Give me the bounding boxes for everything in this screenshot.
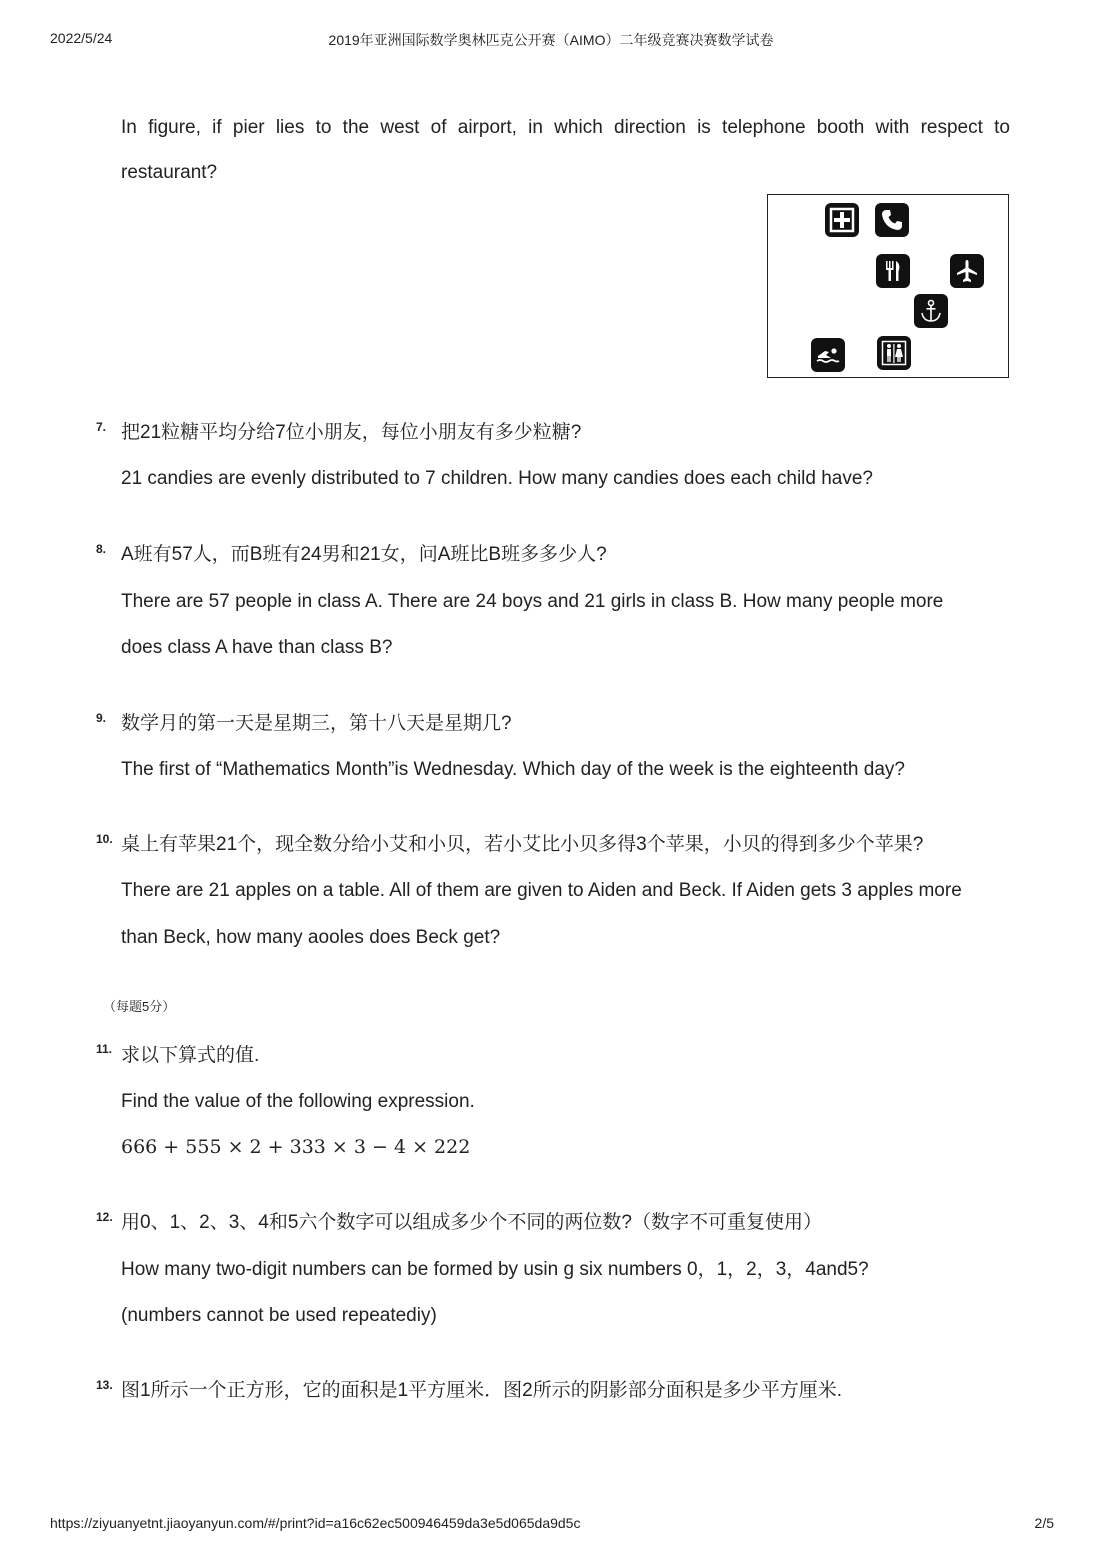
print-date: 2022/5/24	[50, 30, 113, 46]
telephone-icon	[875, 203, 909, 237]
page-url: https://ziyuanyetnt.jiaoyanyun.com/#/print?id=a16c62ec500946459da3e5d065da9d5c	[50, 1515, 581, 1531]
question-text-zh: 求以下算式的值.	[121, 1045, 260, 1066]
question-text-zh: 图1所示一个正方形，它的面积是1平方厘米．图2所示的阴影部分面积是多少平方厘米.	[121, 1380, 842, 1401]
q6-text-line2: restaurant?	[121, 162, 218, 183]
pier-anchor-icon	[914, 294, 948, 328]
page-number: 2/5	[1034, 1515, 1054, 1531]
question-number: 9.	[96, 711, 107, 725]
question-text-zh: 用0、1、2、3、4和5六个数字可以组成多少个不同的两位数?（数字不可重复使用）	[121, 1212, 822, 1233]
question-text-zh: A班有57人，而B班有24男和21女，问A班比B班多多少人?	[121, 544, 607, 565]
question-text-en: Find the value of the following expression.	[121, 1091, 475, 1112]
question-number: 12.	[96, 1210, 113, 1224]
section-score-note: （每题5分）	[103, 999, 176, 1014]
question-text-zh: 把21粒糖平均分给7位小朋友，每位小朋友有多少粒糖?	[121, 422, 582, 443]
map-figure	[767, 194, 1009, 378]
question-text-zh: 数学月的第一天是星期三，第十八天是星期几?	[121, 713, 512, 734]
question-text-en: There are 57 people in class A. There are 24 boys and 21 girls in class B. How many people more	[121, 591, 944, 612]
question-text-zh: 桌上有苹果21个，现全数分给小艾和小贝，若小艾比小贝多得3个苹果，小贝的得到多少个苹果?	[121, 834, 924, 855]
question-text-en: How many two-digit numbers can be formed by usin g six numbers 0，1，2，3，4and5?	[121, 1259, 869, 1280]
question-text-en: than Beck, how many aooles does Beck get?	[121, 927, 501, 948]
document-title: 2019年亚洲国际数学奥林匹克公开赛（AIMO）二年级竞赛决赛数学试卷	[328, 32, 774, 48]
question-number: 10.	[96, 832, 113, 846]
question-text-en: There are 21 apples on a table. All of them are given to Aiden and Beck. If Aiden gets 3 apples more	[121, 880, 962, 901]
question-text-en: The first of “Mathematics Month”is Wednesday. Which day of the week is the eighteenth day?	[121, 759, 905, 780]
math-expression: 666 + 555 × 2 + 333 × 3 − 4 × 222	[121, 1136, 471, 1158]
swimming-icon	[811, 338, 845, 372]
question-text-en: 21 candies are evenly distributed to 7 children. How many candies does each child have?	[121, 468, 874, 489]
question-text-en: does class A have than class B?	[121, 637, 393, 658]
restaurant-icon	[876, 254, 910, 288]
hospital-icon	[825, 203, 859, 237]
question-text-en: (numbers cannot be used repeatediy)	[121, 1305, 437, 1326]
question-number: 11.	[96, 1042, 113, 1056]
q6-text-line1: In figure, if pier lies to the west of airport, in which direction is telephone booth with respect to	[121, 117, 1010, 138]
question-number: 13.	[96, 1378, 113, 1392]
question-number: 7.	[96, 420, 107, 434]
question-number: 8.	[96, 542, 107, 556]
restroom-icon	[877, 336, 911, 370]
airport-icon	[950, 254, 984, 288]
